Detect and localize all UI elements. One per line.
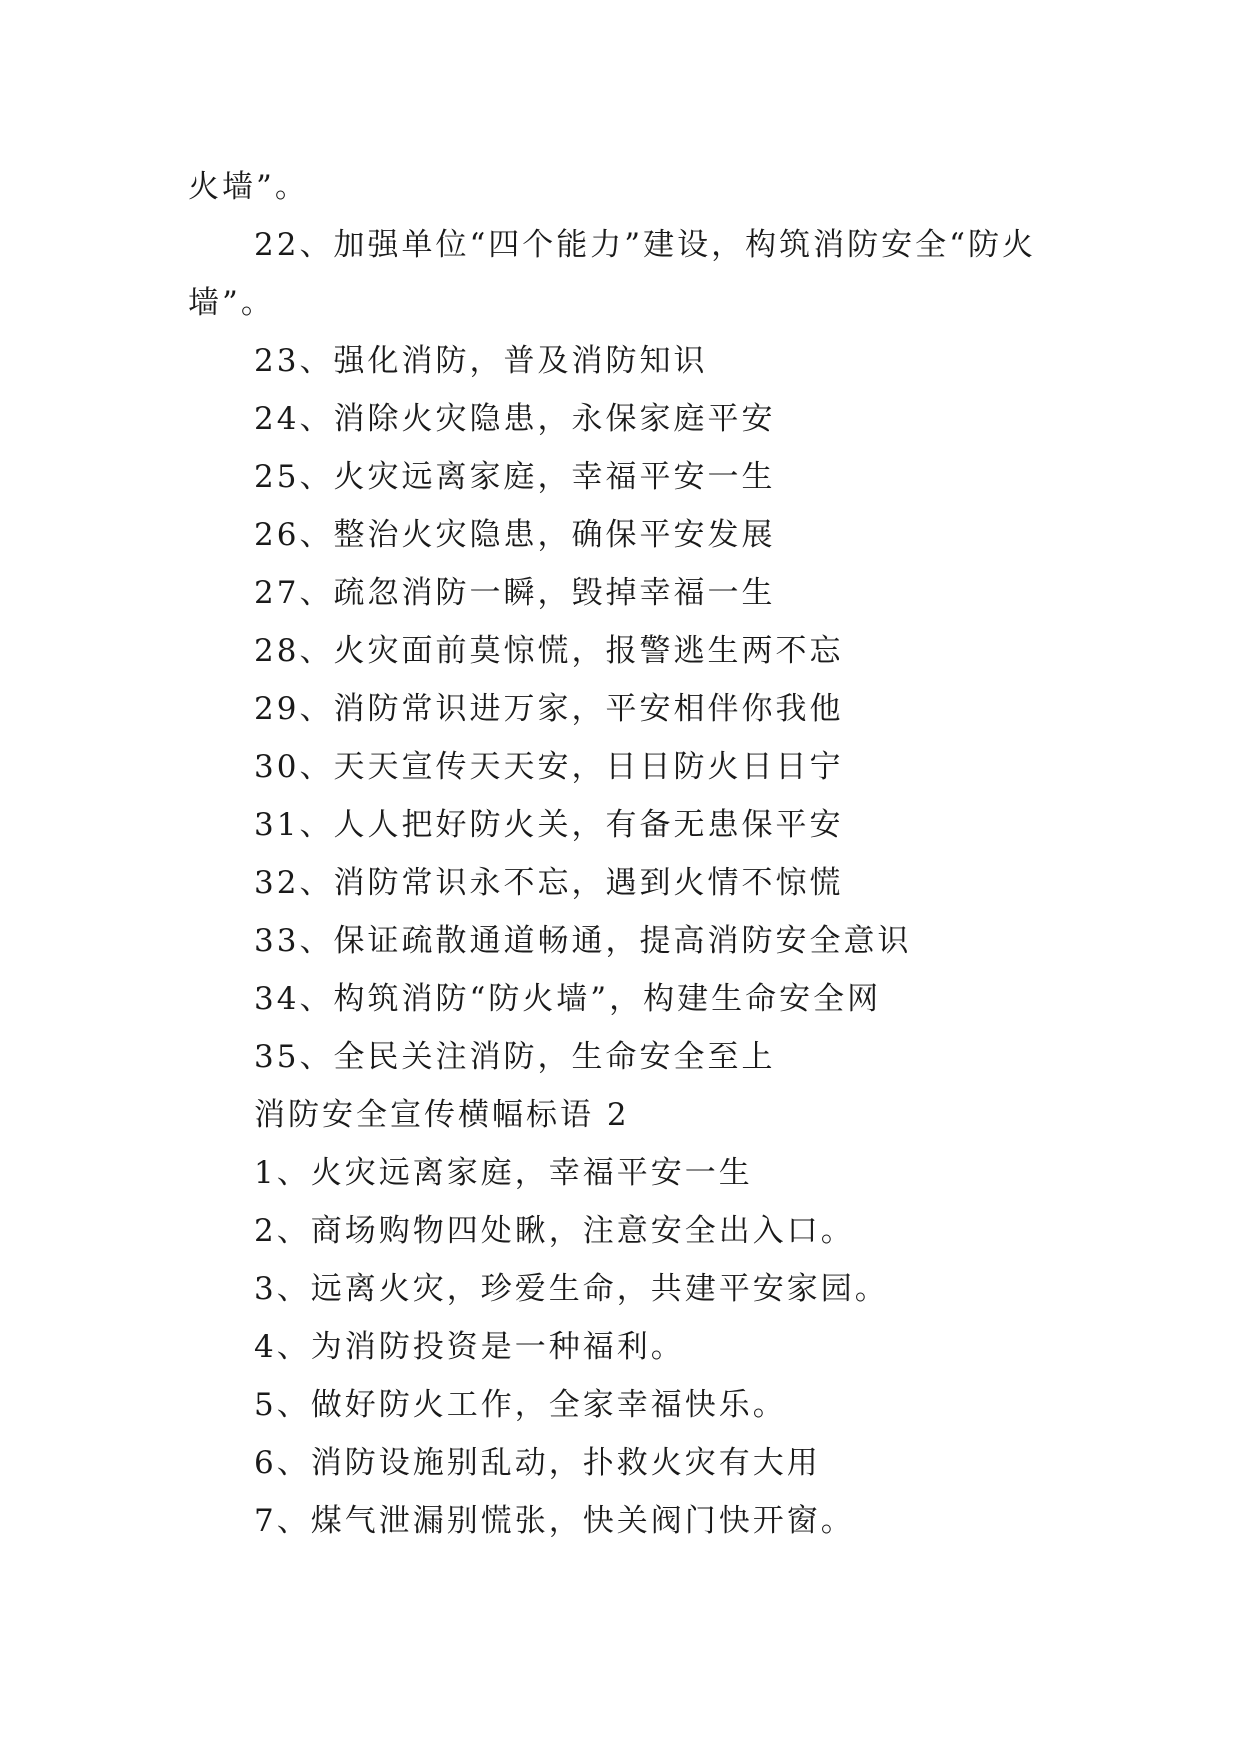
text-line: 32、消防常识永不忘，遇到火情不惊慌 [254, 865, 844, 901]
section-heading: 消防安全宣传横幅标语 2 [254, 1097, 630, 1133]
text-line: 35、全民关注消防，生命安全至上 [254, 1039, 776, 1075]
text-line: 4、为消防投资是一种福利。 [254, 1329, 685, 1365]
text-line: 墙”。 [188, 285, 275, 321]
text-line: 23、强化消防，普及消防知识 [254, 343, 708, 379]
document-body [188, 158, 1058, 1550]
text-line: 3、远离火灾，珍爱生命，共建平安家园。 [254, 1271, 889, 1307]
text-line: 24、消除火灾隐患，永保家庭平安 [254, 401, 776, 437]
text-line: 25、火灾远离家庭，幸福平安一生 [254, 459, 776, 495]
text-line: 34、构筑消防“防火墙”，构建生命安全网 [254, 981, 882, 1017]
text-line: 29、消防常识进万家，平安相伴你我他 [254, 691, 844, 727]
text-line: 33、保证疏散通道畅通，提高消防安全意识 [254, 923, 912, 959]
text-line: 6、消防设施别乱动，扑救火灾有大用 [254, 1445, 821, 1481]
text-line: 31、人人把好防火关，有备无患保平安 [254, 807, 844, 843]
text-line: 28、火灾面前莫惊慌，报警逃生两不忘 [254, 633, 844, 669]
text-line: 火墙”。 [188, 169, 309, 205]
text-line: 2、商场购物四处瞅，注意安全出入口。 [254, 1213, 855, 1249]
text-line: 5、做好防火工作，全家幸福快乐。 [254, 1387, 787, 1423]
text-line: 27、疏忽消防一瞬，毁掉幸福一生 [254, 575, 776, 611]
text-line: 7、煤气泄漏别慌张，快关阀门快开窗。 [254, 1503, 855, 1539]
text-line: 30、天天宣传天天安，日日防火日日宁 [254, 749, 844, 785]
text-line: 22、加强单位“四个能力”建设，构筑消防安全“防火 [254, 227, 1036, 263]
text-line: 26、整治火灾隐患，确保平安发展 [254, 517, 776, 553]
text-line: 1、火灾远离家庭，幸福平安一生 [254, 1155, 753, 1191]
